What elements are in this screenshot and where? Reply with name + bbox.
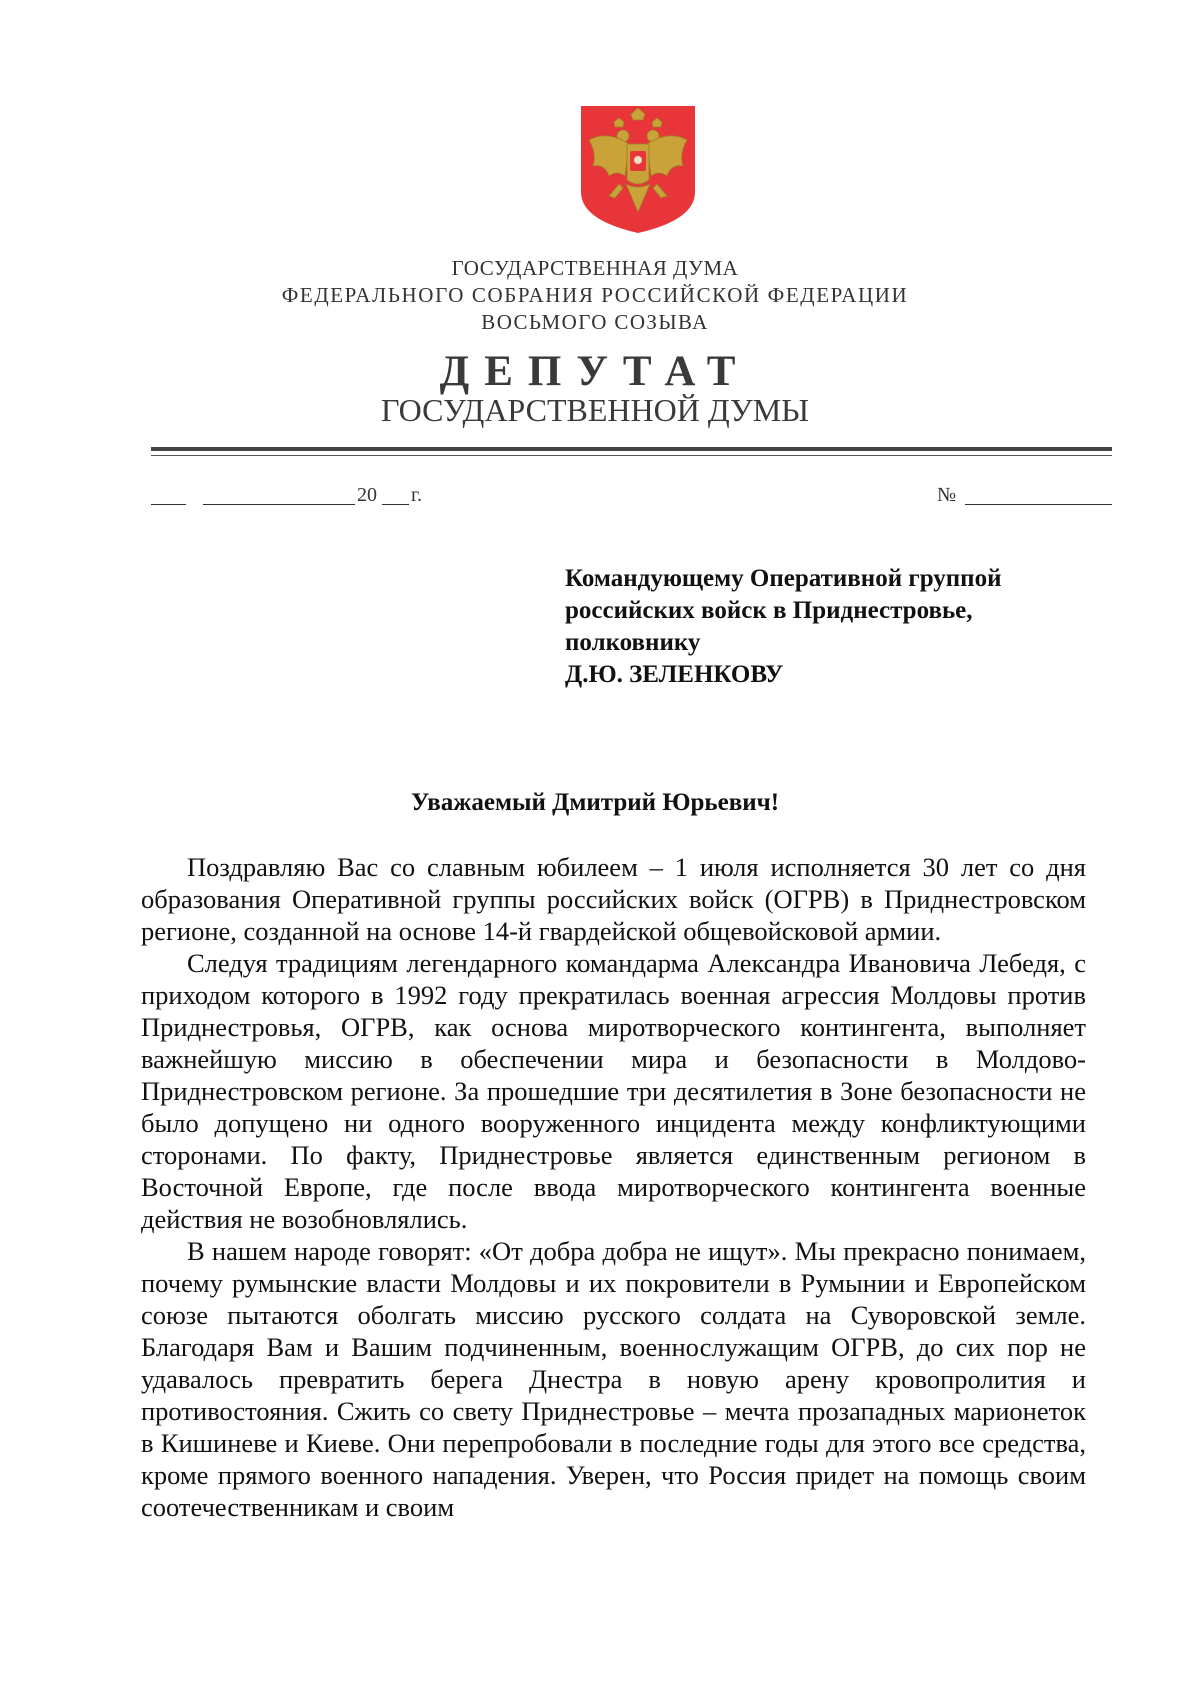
body-paragraph-3: В нашем народе говорят: «От добра добра не ищут». Мы прекрасно понимаем, почему румынские власти Молдовы и их покровители в Румынии и Европейском союзе пытаются оболгать миссию русского солдата на Суворовской земле. Благодаря Вам и Вашим подчиненным, военнослужащим ОГРВ, до сих пор не удавалось превратить берега Днестра в новую арену кровопролития и противостояния. Сжить со свету Приднестровье – мечта прозападных марионеток в Кишиневе и Киеве. Они перепробовали в последние годы для этого все средства, кроме прямого военного нападения. Уверен, что Россия придет на помощь своим соотечественникам и своим — [141, 1236, 1086, 1522]
letterhead-divider-thin — [151, 455, 1112, 456]
letterhead-subtitle: ГОСУДАРСТВЕННОЙ ДУМЫ — [380, 392, 810, 428]
number-label: № — [937, 484, 957, 506]
russian-coat-of-arms-icon — [579, 104, 697, 235]
body-paragraph-1: Поздравляю Вас со славным юбилеем – 1 июля исполняется 30 лет со дня образования Оперативной группы российских войск (ОГРВ) в Приднестровском регионе, созданной на основе 14-й гвардейской общевойсковой армии. — [141, 852, 1086, 946]
letterhead-line-1: ГОСУДАРСТВЕННАЯ ДУМА — [451, 256, 739, 280]
salutation: Уважаемый Дмитрий Юрьевич! — [410, 789, 780, 816]
year-suffix: г. — [411, 484, 422, 506]
addressee-line-1: Командующему Оперативной группой — [565, 565, 1002, 592]
year-blank — [382, 504, 409, 505]
body-paragraph-2: Следуя традициям легендарного командарма Александра Ивановича Лебедя, с приходом которого в 1992 году прекратилась военная агрессия Молдовы против Приднестровья, ОГРВ, как основа миротворческого контингента, выполняет важнейшую миссию в обеспечении мира и безопасности в Молдово-Приднестровском регионе. За прошедшие три десятилетия в Зоне безопасности не было допущено ни одного вооруженного инцидента между конфликтующими сторонами. По факту, Приднестровье является единственным регионом в Восточной Европе, где после ввода миротворческого контингента военные действия не возобновлялись. — [141, 948, 1086, 1234]
letter-body — [141, 851, 1086, 1523]
letterhead-line-2: ФЕДЕРАЛЬНОГО СОБРАНИЯ РОССИЙСКОЙ ФЕДЕРАЦИИ — [281, 283, 909, 307]
addressee-line-4: Д.Ю. ЗЕЛЕНКОВУ — [565, 661, 784, 688]
addressee-line-3: полковнику — [565, 629, 701, 656]
letterhead-divider-thick — [151, 447, 1112, 451]
addressee-line-2: российских войск в Приднестровье, — [565, 597, 973, 624]
month-blank — [203, 504, 355, 505]
letterhead-line-3: ВОСЬМОГО СОЗЫВА — [481, 310, 709, 334]
letterhead-title: ДЕПУТАТ — [439, 348, 751, 395]
day-blank — [151, 504, 186, 505]
year-prefix: 20 — [357, 484, 377, 506]
number-blank — [965, 504, 1112, 505]
